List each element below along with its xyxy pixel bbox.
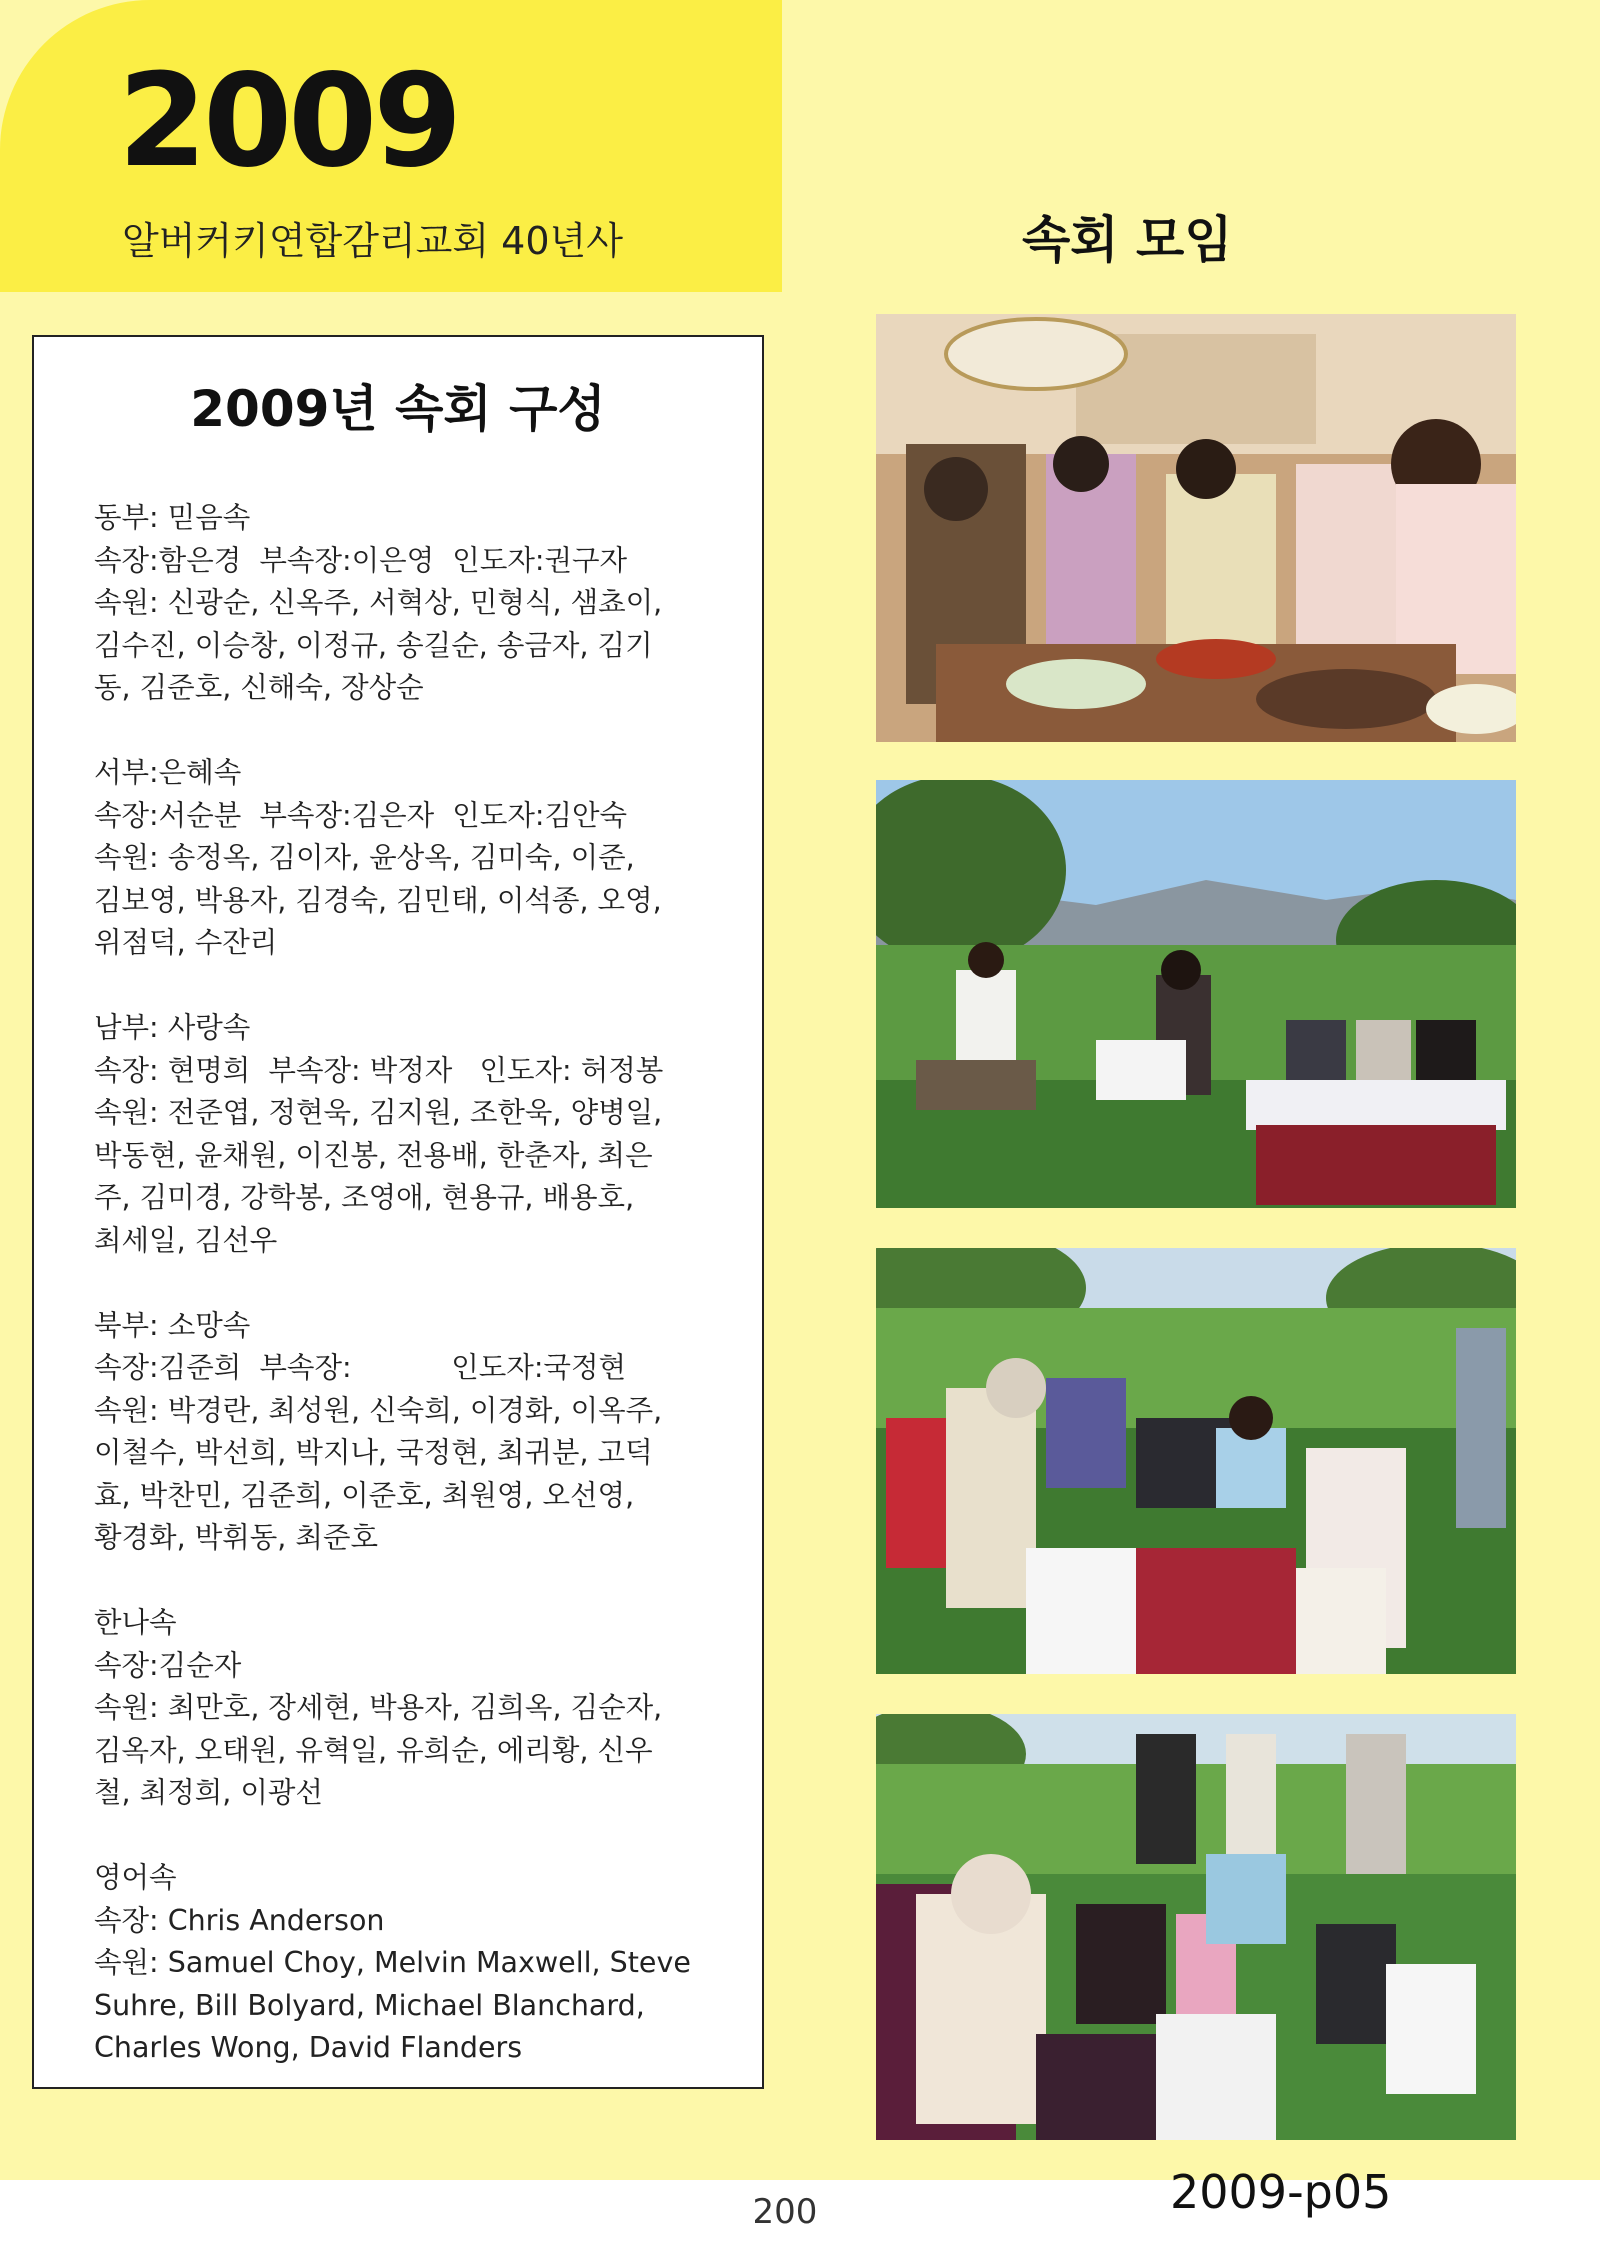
park-picnic-photo-1 xyxy=(876,780,1516,1208)
group-name: 북부: 소망속 xyxy=(94,1308,251,1342)
group-name: 한나속 xyxy=(94,1606,177,1639)
group-member-line: 속장:김준희 부속장: 인도자:국정현 xyxy=(94,1351,627,1384)
group-member-line: 김보영, 박용자, 김경숙, 김민태, 이석종, 오영, xyxy=(94,883,662,917)
indoor-dinner-photo xyxy=(876,314,1516,742)
group-member-line: 김옥자, 오태원, 유혁일, 유희순, 에리황, 신우 xyxy=(94,1733,653,1767)
group-member-line: 속장: 현명희 부속장: 박정자 인도자: 허정봉 xyxy=(94,1053,664,1087)
group-member-line: 철, 최정희, 이광선 xyxy=(94,1776,323,1809)
box-title: 2009년 속회 구성 xyxy=(190,380,606,438)
group-member-line: 이철수, 박선희, 박지나, 국정현, 최귀분, 고덕 xyxy=(94,1436,653,1469)
group-member-line: 속장:함은경 부속장:이은영 인도자:권구자 xyxy=(94,543,628,577)
group-member-line: 박동현, 윤채원, 이진봉, 전용배, 한춘자, 최은 xyxy=(94,1138,653,1172)
group-block xyxy=(94,1857,744,2070)
group-member-line: 최세일, 김선우 xyxy=(94,1223,278,1257)
group-block xyxy=(94,497,744,710)
group-block xyxy=(94,1305,744,1560)
section-title: 속회 모임 xyxy=(1022,211,1233,269)
group-member-line: 속원: 최만호, 장세현, 박용자, 김희옥, 김순자, xyxy=(94,1691,663,1724)
page-number: 200 xyxy=(752,2192,818,2232)
group-member-line: 효, 박찬민, 김준희, 이준호, 최원영, 오선영, xyxy=(94,1478,635,1512)
group-composition-box xyxy=(32,335,764,2089)
group-name: 남부: 사랑속 xyxy=(94,1011,251,1044)
group-block xyxy=(94,1602,744,1815)
park-picnic-photo-2 xyxy=(876,1248,1516,1674)
park-picnic-photo-3 xyxy=(876,1714,1516,2140)
group-member-line: 속장:김순자 xyxy=(94,1648,242,1682)
group-block xyxy=(94,752,744,965)
group-member-line: 김수진, 이승창, 이정규, 송길순, 송금자, 김기 xyxy=(94,628,653,662)
page-code: 2009-p05 xyxy=(1170,2165,1392,2219)
group-member-line: 속원: 전준엽, 정현욱, 김지원, 조한욱, 양병일, xyxy=(94,1096,663,1129)
group-member-line: Charles Wong, David Flanders xyxy=(94,2031,523,2064)
book-title: 알버커키연합감리교회 40년사 xyxy=(122,219,623,263)
group-block xyxy=(94,1007,744,1262)
group-member-line: 속원: 송정옥, 김이자, 윤상옥, 김미숙, 이준, xyxy=(94,841,635,874)
group-member-line: Suhre, Bill Bolyard, Michael Blanchard, xyxy=(94,1988,645,2022)
group-member-line: 주, 김미경, 강학봉, 조영애, 현용규, 배용호, xyxy=(94,1181,635,1214)
group-member-line: 속원: Samuel Choy, Melvin Maxwell, Steve xyxy=(94,1946,691,1979)
group-name: 동부: 믿음속 xyxy=(94,501,251,534)
group-member-line: 황경화, 박휘동, 최준호 xyxy=(94,1521,379,1554)
group-name: 영어속 xyxy=(94,1861,177,1894)
group-member-line: 속원: 박경란, 최성원, 신숙희, 이경화, 이옥주, xyxy=(94,1393,663,1427)
group-member-line: 속장: Chris Anderson xyxy=(94,1903,385,1937)
group-member-line: 속장:서순분 부속장:김은자 인도자:김안숙 xyxy=(94,798,628,832)
group-member-line: 속원: 신광순, 신옥주, 서혁상, 민형식, 샘쵸이, xyxy=(94,586,663,619)
group-member-line: 동, 김준호, 신해숙, 장상순 xyxy=(94,671,424,704)
group-name: 서부:은혜속 xyxy=(94,756,242,789)
group-list xyxy=(94,497,744,2112)
year-heading: 2009 xyxy=(118,47,459,196)
group-member-line: 위점덕, 수잔리 xyxy=(94,926,278,959)
